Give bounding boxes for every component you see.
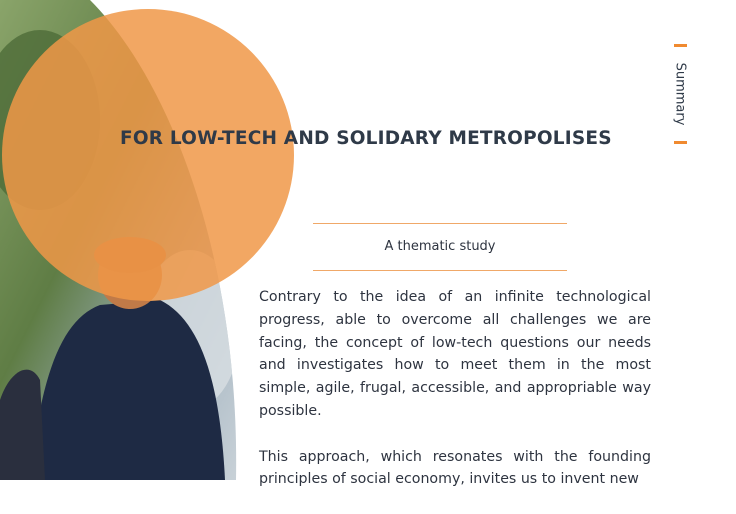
- tab-marker-bottom: [674, 141, 687, 144]
- page-title: FOR LOW-TECH AND SOLIDARY METROPOLISES: [120, 128, 612, 149]
- summary-tab[interactable]: [668, 44, 692, 144]
- subtitle: A thematic study: [384, 239, 496, 254]
- divider-bottom: [313, 270, 567, 271]
- paragraph: Contrary to the idea of an infinite technological progress, able to overcome all challenges we are facing, the concept of low-tech questions our needs and investigates how to meet them in the most simple, agile, frugal, accessible, and appropriable way possible.: [259, 289, 651, 419]
- orange-circle: [2, 9, 294, 301]
- tab-marker-top: [674, 44, 687, 47]
- paragraph: This approach, which resonates with the founding principles of social economy, invites us to invent new: [259, 448, 651, 488]
- divider-top: [313, 223, 567, 224]
- summary-label: Summary: [672, 62, 688, 126]
